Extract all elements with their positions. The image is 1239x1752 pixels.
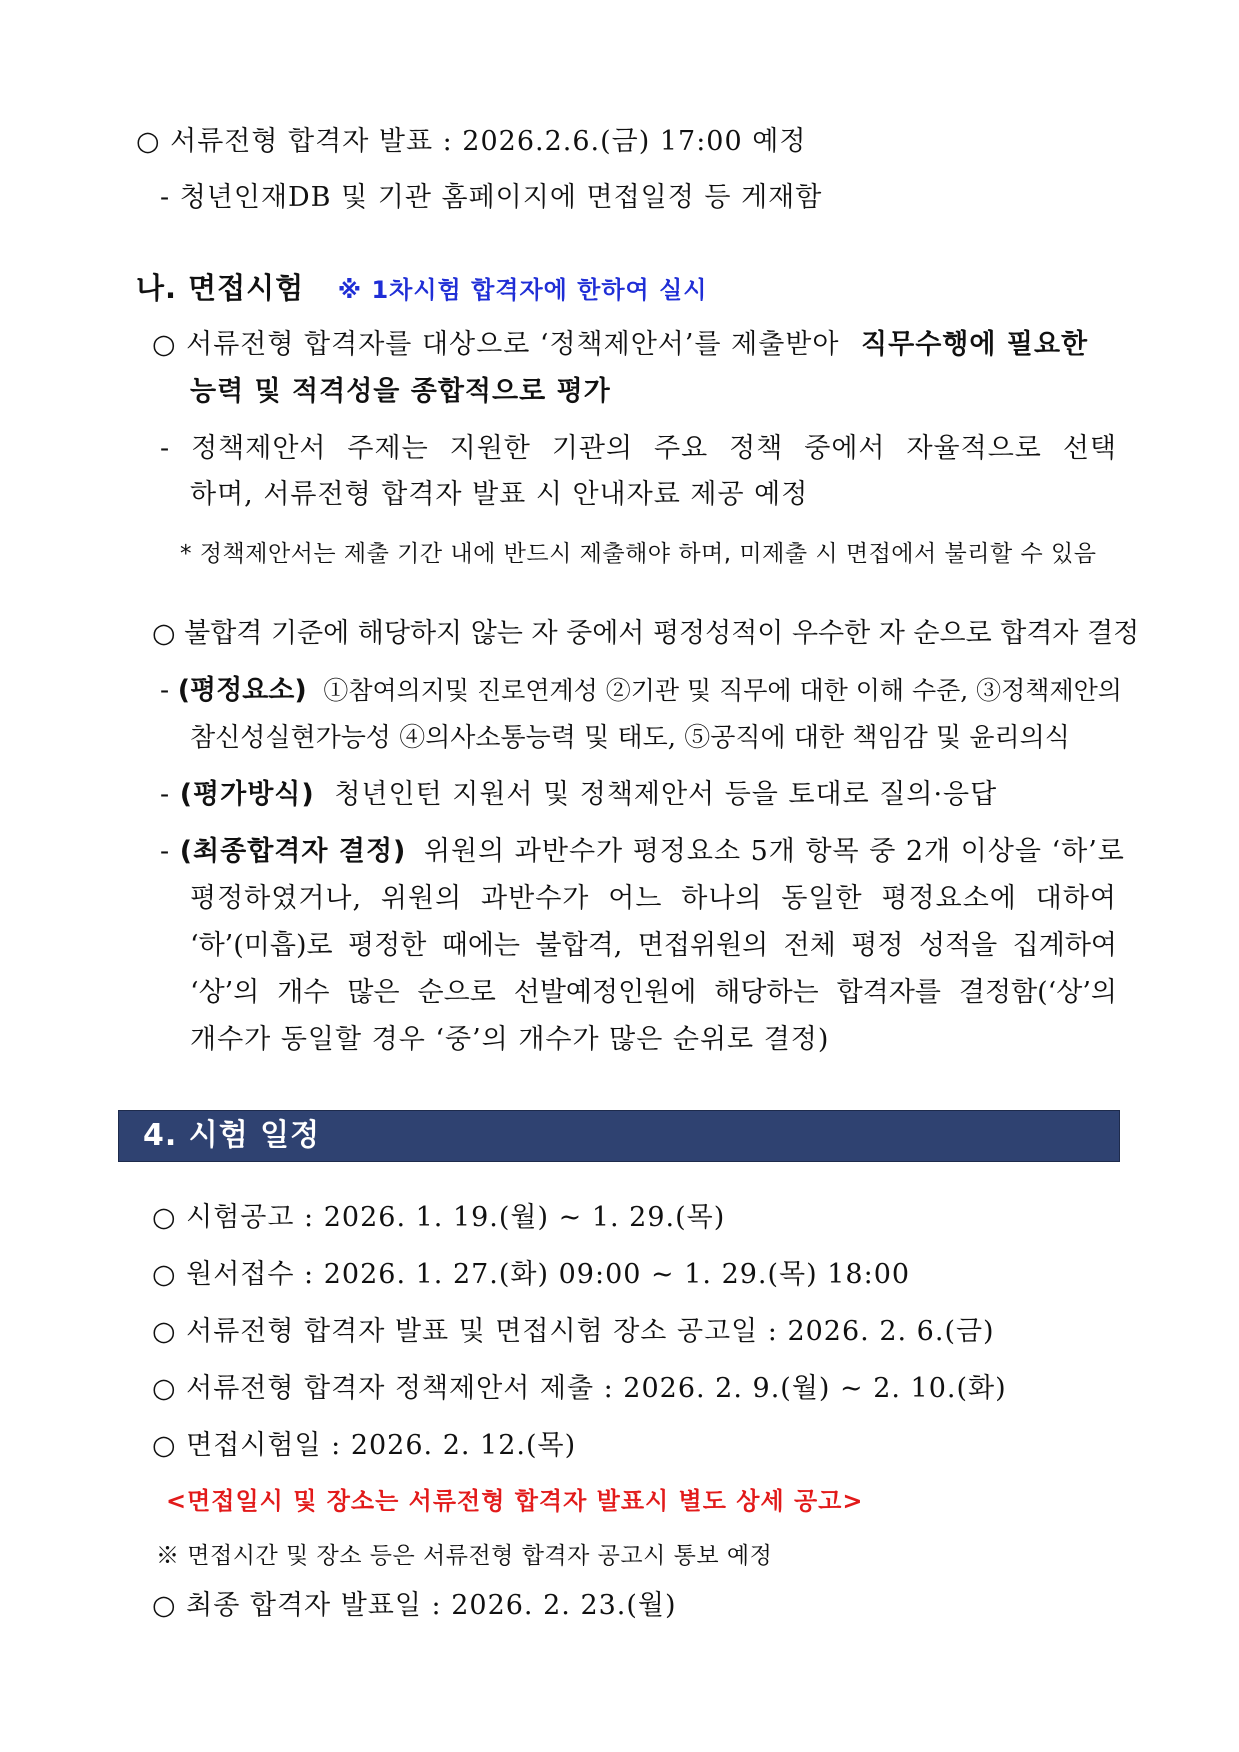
schedule-item-announcement: ○ 시험공고 : 2026. 1. 19.(월) ~ 1. 29.(목)	[152, 1202, 726, 1233]
final-label: (최종합격자 결정)	[179, 836, 407, 867]
interview-note: ※ 1차시험 합격자에 한하여 실시	[337, 276, 708, 304]
schedule-red-notice: <면접일시 및 장소는 서류전형 합격자 발표시 별도 상세 공고>	[166, 1487, 864, 1515]
pass-criteria-line: ○ 불합격 기준에 해당하지 않는 자 중에서 평정성적이 우수한 자 순으로 합격자 결정	[152, 618, 1140, 649]
interview-intro-line1	[152, 327, 1088, 363]
doc-result-detail: - 청년인재DB 및 기관 홈페이지에 면접일정 등 게재함	[160, 182, 823, 213]
criteria-line1: - (평정요소) ①참여의지및 진로연계성 ②기관 및 직무에 대한 이해 수준, ③정책제안의	[160, 675, 1122, 706]
interview-intro-text: ○ 서류전형 합격자를 대상으로 ‘정책제안서’를 제출받아	[152, 329, 840, 360]
final-line2: 평정하였거나, 위원의 과반수가 어느 하나의 동일한 평정요소에 대하여	[190, 883, 1117, 914]
proposal-topic-line2: 하며, 서류전형 합격자 발표 시 안내자료 제공 예정	[190, 479, 809, 510]
schedule-note: ※ 면접시간 및 장소 등은 서류전형 합격자 공고시 통보 예정	[156, 1543, 773, 1569]
interview-intro-line2: 능력 및 적격성을 종합적으로 평가	[190, 376, 611, 407]
interview-heading: 나. 면접시험	[136, 271, 305, 305]
final-line1: - (최종합격자 결정) 위원의 과반수가 평정요소 5개 항목 중 2개 이상을 ‘하’로	[160, 836, 1125, 867]
proposal-submit-note: * 정책제안서는 제출 기간 내에 반드시 제출해야 하며, 미제출 시 면접에서 불리할 수 있음	[180, 541, 1097, 567]
schedule-item-final-result: ○ 최종 합격자 발표일 : 2026. 2. 23.(월)	[152, 1590, 677, 1621]
method-line: - (평가방식) 청년인턴 지원서 및 정책제안서 등을 토대로 질의·응답	[160, 779, 998, 810]
schedule-section-title: 4. 시험 일정	[143, 1118, 321, 1153]
doc-result-announcement: ○ 서류전형 합격자 발표 : 2026.2.6.(금) 17:00 예정	[136, 126, 807, 157]
final-line4: ‘상’의 개수 많은 순으로 선발예정인원에 해당하는 합격자를 결정함(‘상’의	[190, 977, 1117, 1008]
final-text-a: 위원의 과반수가 평정요소 5개 항목 중 2개 이상을 ‘하’로	[423, 836, 1125, 867]
schedule-item-proposal-submit: ○ 서류전형 합격자 정책제안서 제출 : 2026. 2. 9.(월) ~ 2. 10.(화)	[152, 1373, 1007, 1404]
method-label: (평가방식)	[179, 779, 315, 810]
method-text: 청년인턴 지원서 및 정책제안서 등을 토대로 질의·응답	[334, 779, 998, 810]
schedule-item-application: ○ 원서접수 : 2026. 1. 27.(화) 09:00 ~ 1. 29.(목) 18:00	[152, 1259, 911, 1290]
final-line5: 개수가 동일할 경우 ‘중’의 개수가 많은 순위로 결정)	[190, 1024, 830, 1055]
interview-heading-row	[136, 270, 707, 308]
schedule-section-header	[118, 1110, 1120, 1162]
criteria-line2: 참신성실현가능성 ④의사소통능력 및 태도, ⑤공직에 대한 책임감 및 윤리의식	[190, 723, 1070, 753]
criteria-text-a: ①참여의지및 진로연계성 ②기관 및 직무에 대한 이해 수준, ③정책제안의	[323, 676, 1122, 705]
schedule-item-doc-result: ○ 서류전형 합격자 발표 및 면접시험 장소 공고일 : 2026. 2. 6.(금)	[152, 1316, 995, 1347]
proposal-topic-line1: - 정책제안서 주제는 지원한 기관의 주요 정책 중에서 자율적으로 선택	[160, 433, 1117, 464]
final-line3: ‘하’(미흡)로 평정한 때에는 불합격, 면접위원의 전체 평정 성적을 집계하여	[190, 930, 1117, 961]
schedule-item-interview-date: ○ 면접시험일 : 2026. 2. 12.(목)	[152, 1430, 577, 1461]
criteria-label: (평정요소)	[177, 675, 307, 706]
interview-intro-bold: 직무수행에 필요한	[861, 329, 1089, 360]
